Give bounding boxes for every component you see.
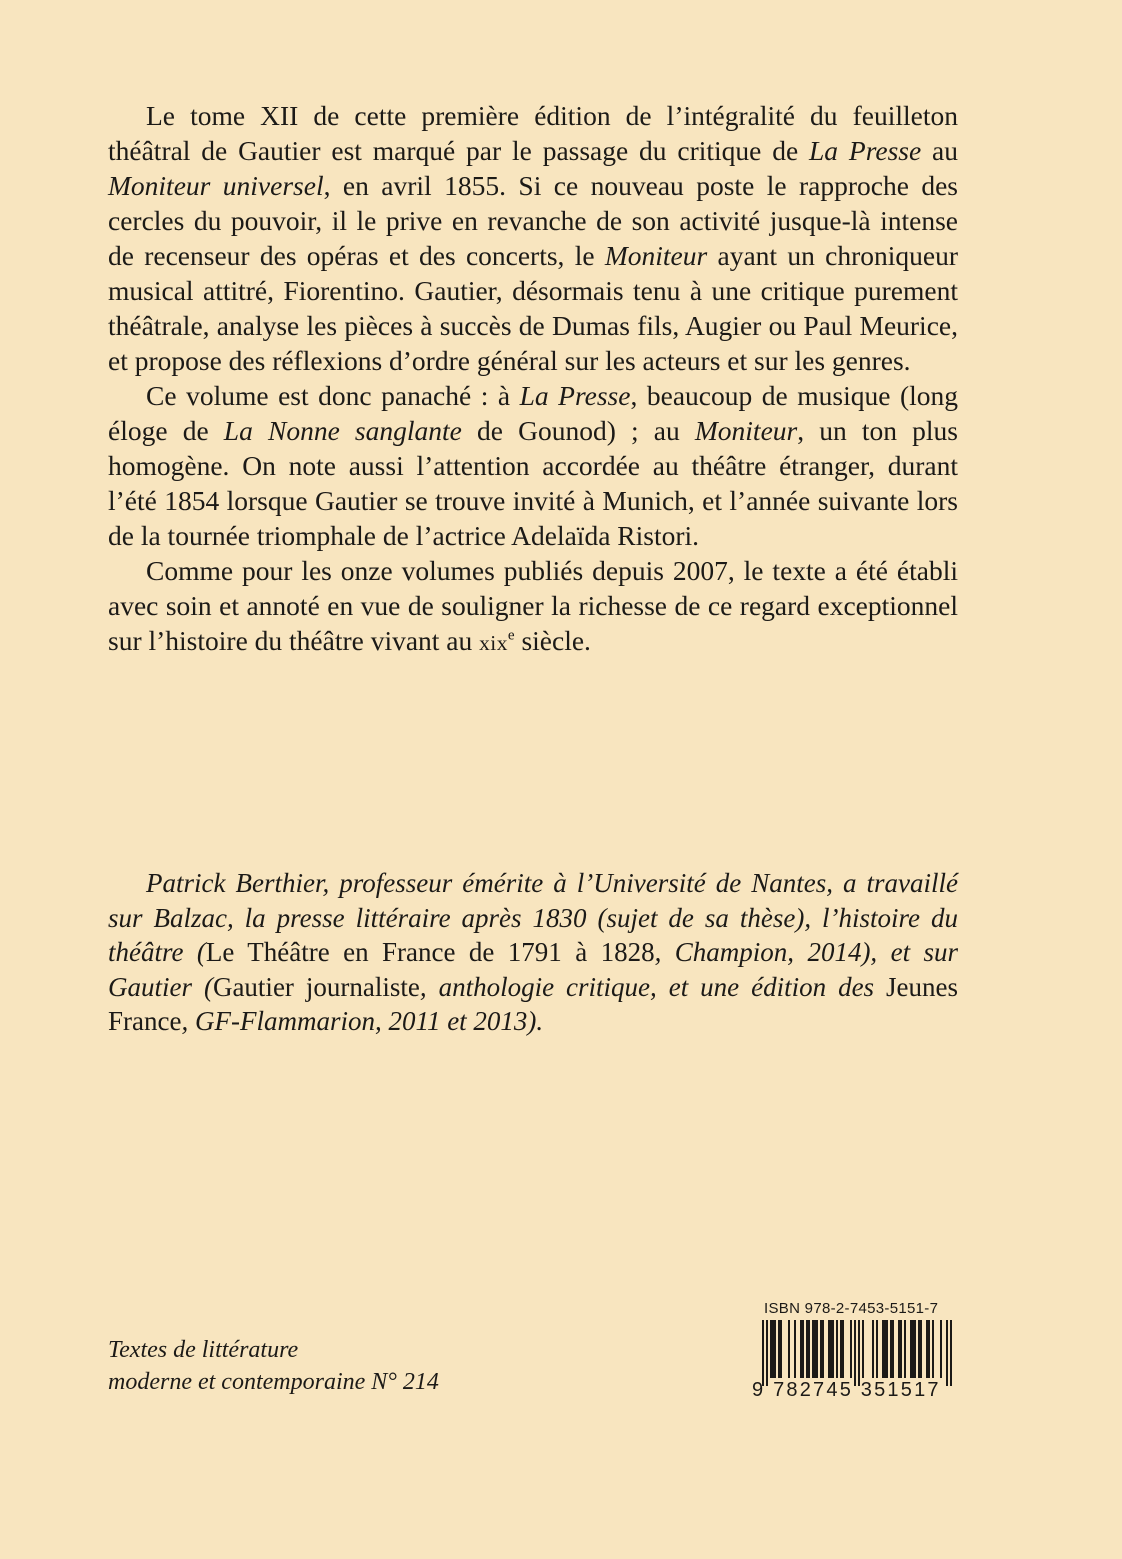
barcode-bar	[816, 1320, 818, 1378]
barcode-bar	[794, 1320, 796, 1378]
barcode-bar	[800, 1320, 802, 1378]
barcode-bar	[806, 1320, 808, 1378]
text-run: , GF-Flammarion, 2011 et 2013).	[181, 1006, 544, 1036]
barcode-bar	[884, 1320, 886, 1378]
barcode-bar	[892, 1320, 894, 1378]
barcode-bar	[840, 1320, 842, 1378]
blurb-paragraph-3	[108, 553, 958, 661]
barcode-bar	[946, 1320, 948, 1386]
series-line-1: Textes de littérature	[108, 1337, 299, 1363]
barcode-bar	[802, 1320, 804, 1378]
text-run: , un ton plus homogène. On note aussi l’attention accordée au théâtre étranger, durant l’été 1854 lorsque Gautier se trouve invité à Munich, et l’année suivante lors de la tournée triomphale de l’actrice Adelaïda Ristori.	[108, 415, 959, 551]
text-run: Le tome XII de cette première édition de l’intégralité du feuilleton théâtral de Gautier est marqué par le passage du critique de	[108, 100, 958, 166]
text-run: Patrick Berthier, professeur émérite à l’Université de Nantes, a travaillé sur Balzac, la presse littéraire après 1830 (sujet de sa thèse), l’histoire du théâtre (	[108, 868, 958, 967]
text-run: de Gounod) ; au	[461, 415, 695, 446]
barcode-bar	[832, 1320, 834, 1378]
isbn-barcode-block	[752, 1300, 962, 1400]
barcode-bar	[914, 1320, 916, 1378]
text-run: e	[507, 627, 515, 644]
barcode-bar	[820, 1320, 822, 1378]
text-run: Le Théâtre en France de 1791 à 1828	[205, 937, 655, 967]
text-run: La Presse	[809, 135, 922, 166]
text-run: siècle.	[514, 625, 591, 656]
blurb-paragraph-1	[108, 98, 958, 378]
text-run: Ce volume est donc panaché : à	[146, 380, 520, 411]
text-run: , en avril 1855. Si ce nouveau poste le rapproche des cercles du pouvoir, il le prive en revanche de son activité jusque-là intense de recenseur des opéras et des concerts, le	[108, 170, 959, 271]
text-run: ayant un chroniqueur musical attitré, Fiorentino. Gautier, désormais tenu à une critique purement théâtrale, analyse les pièces à succès de Dumas fils, Augier ou Paul Meurice, et propose des réflexions d’ordre général sur les acteurs et sur les genres.	[108, 240, 958, 376]
barcode-bar	[770, 1320, 772, 1378]
barcode-bar	[822, 1320, 824, 1378]
barcode-bar	[890, 1320, 892, 1378]
barcode-bar	[862, 1320, 864, 1378]
series-line-2: moderne et contemporaine N° 214	[108, 1369, 439, 1395]
barcode-bar	[788, 1320, 790, 1378]
text-run: Moniteur	[604, 240, 708, 271]
barcode-bar	[850, 1320, 852, 1378]
barcode-bar	[854, 1320, 856, 1386]
barcode-bar	[830, 1320, 832, 1378]
barcode-bar	[882, 1320, 884, 1378]
text-run: Gautier journaliste	[212, 971, 420, 1002]
barcode-bar	[950, 1320, 952, 1386]
barcode-bar	[828, 1320, 830, 1378]
blurb	[108, 98, 958, 661]
barcode-bar	[926, 1320, 928, 1378]
text-run: Comme pour les onze volumes publiés depuis 2007, le texte a été établi avec soin et annoté en vue de souligner la richesse de ce regard exceptionnel sur l’histoire du théâtre vivant au	[108, 555, 958, 656]
barcode-bar	[918, 1320, 920, 1378]
text-run: , Champion, 2014), et sur Gautier (	[108, 937, 959, 1002]
text-run: Jeunes France	[108, 971, 959, 1036]
barcode-bar	[928, 1320, 930, 1378]
text-run: La Presse	[519, 380, 631, 411]
barcode-bar	[940, 1320, 942, 1378]
barcode-bar	[774, 1320, 776, 1378]
barcode-bar	[876, 1320, 878, 1378]
barcode-bar	[886, 1320, 888, 1378]
text-run: Moniteur	[694, 415, 798, 446]
barcode-bar	[762, 1320, 764, 1386]
text-run: , beaucoup de musique (long éloge de	[108, 380, 959, 446]
barcode-bar	[780, 1320, 782, 1378]
isbn-label: ISBN 978-2-7453-5151-7	[764, 1300, 939, 1317]
barcode-bar	[900, 1320, 902, 1378]
barcode-bar	[778, 1320, 780, 1378]
barcode-bar	[812, 1320, 814, 1378]
barcode-bar	[904, 1320, 906, 1378]
text-run: La Nonne sanglante	[223, 415, 462, 446]
barcode-bar	[932, 1320, 934, 1378]
text-run: au	[921, 135, 958, 166]
barcode-bar	[898, 1320, 900, 1378]
text-run: , anthologie critique, et une édition des	[419, 971, 887, 1002]
barcode-bar	[842, 1320, 844, 1378]
barcode-bar	[766, 1320, 768, 1386]
barcode-bar	[912, 1320, 914, 1378]
blurb-paragraph-2	[108, 378, 958, 553]
barcode-digits: 9 782745 351517	[752, 1379, 941, 1401]
author-bio	[108, 866, 958, 1039]
series-info	[108, 1334, 439, 1398]
barcode-bar	[910, 1320, 912, 1378]
barcode-bar	[836, 1320, 838, 1378]
barcode-bar	[872, 1320, 874, 1378]
text-run: xix	[479, 631, 508, 655]
barcode-bar	[772, 1320, 774, 1378]
barcode-bar	[920, 1320, 922, 1378]
barcode-bar	[808, 1320, 810, 1378]
text-run: Moniteur universel	[108, 170, 324, 201]
barcode-bar	[814, 1320, 816, 1378]
barcode-bar	[858, 1320, 860, 1386]
